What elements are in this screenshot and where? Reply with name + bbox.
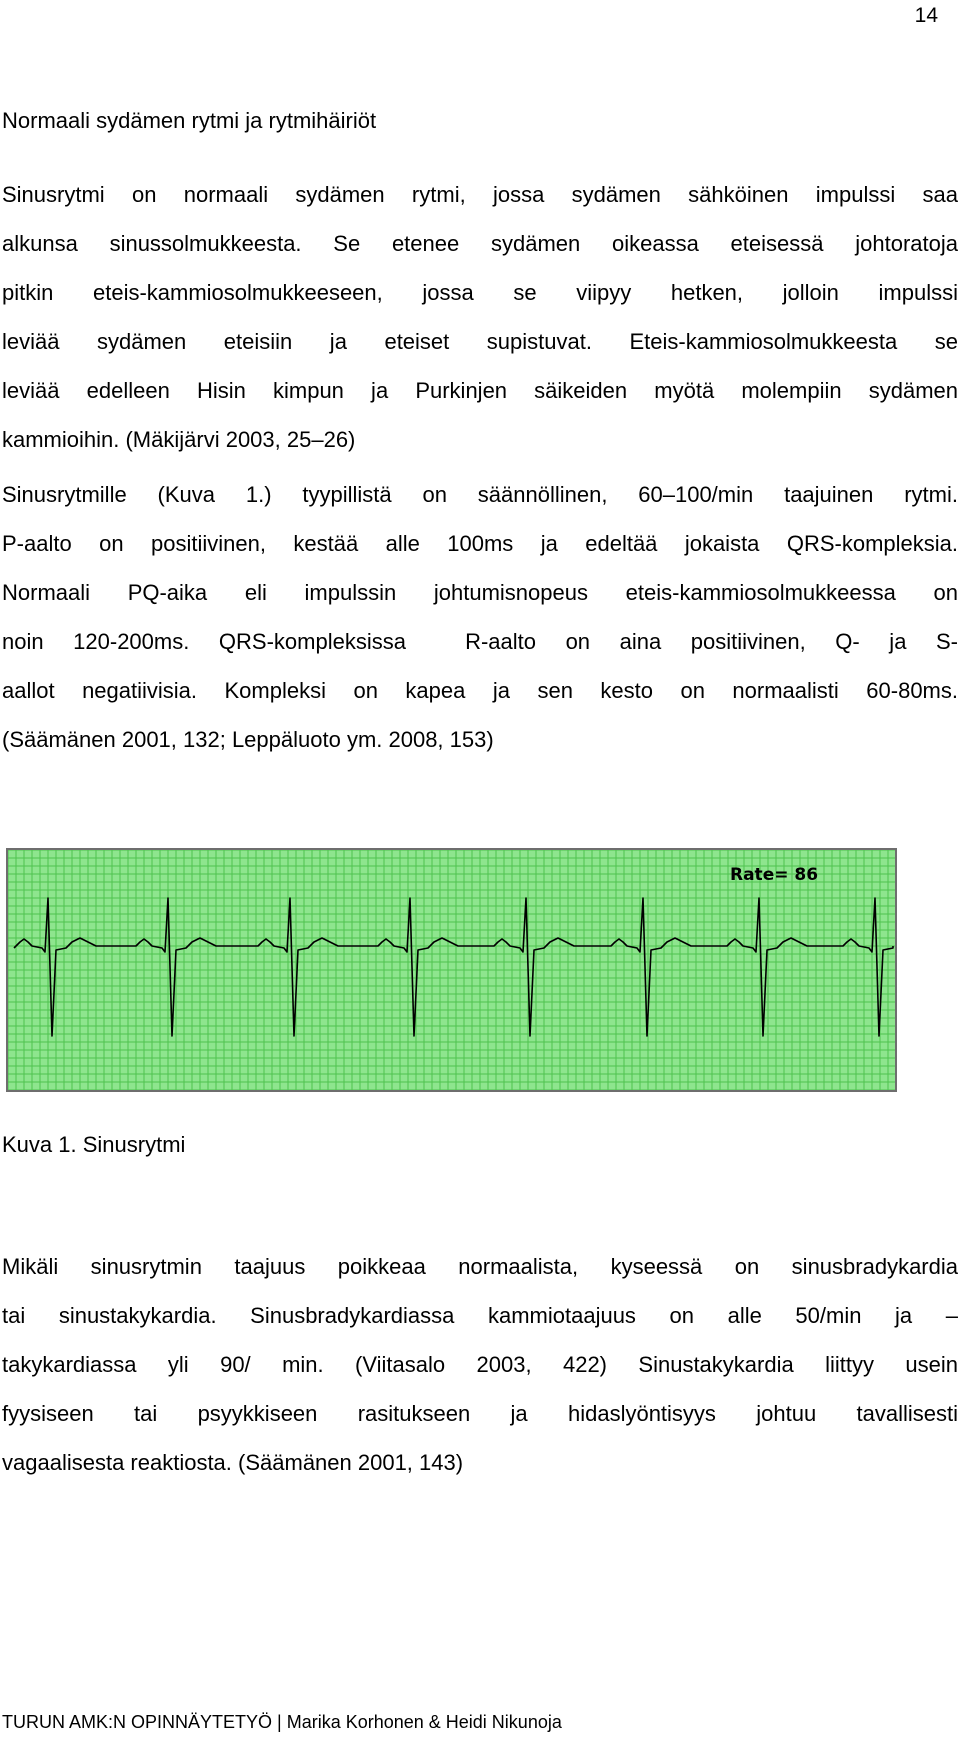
page-number: 14 — [914, 4, 938, 27]
ecg-grid — [8, 850, 895, 1090]
paragraph-line: kammioihin. (Mäkijärvi 2003, 25–26) — [2, 427, 356, 452]
page-footer: TURUN AMK:N OPINNÄYTETYÖ | Marika Korhonen & Heidi Nikunoja — [2, 1712, 562, 1732]
ecg-trace — [14, 898, 893, 1036]
paragraph-line: pitkin eteis-kammiosolmukkeeseen, jossa se viipyy hetken, jolloin impulssi — [2, 280, 958, 305]
ecg-rate-label: Rate= 86 — [730, 865, 819, 885]
paragraph-line: aallot negatiivisia. Kompleksi on kapea ja sen kesto on normaalisti 60-80ms. — [2, 678, 958, 703]
paragraph-line: alkunsa sinussolmukkeesta. Se etenee sydämen oikeassa eteisessä johtoratoja — [2, 231, 958, 256]
ecg-strip — [8, 850, 895, 1090]
paragraph-line: Mikäli sinusrytmin taajuus poikkeaa normaalista, kyseessä on sinusbradykardia — [2, 1254, 958, 1279]
paragraph-line: takykardiassa yli 90/ min. (Viitasalo 2003, 422) Sinustakykardia liittyy usein — [2, 1352, 958, 1377]
ecg-figure — [6, 848, 897, 1092]
paragraph-line: vagaalisesta reaktiosta. (Säämänen 2001, 143) — [2, 1450, 464, 1475]
paragraph-line: P-aalto on positiivinen, kestää alle 100ms ja edeltää jokaista QRS-kompleksia. — [2, 531, 958, 556]
paragraph-line: Sinusrytmi on normaali sydämen rytmi, jossa sydämen sähköinen impulssi saa — [2, 182, 958, 207]
paragraph-line: tai sinustakykardia. Sinusbradykardiassa kammiotaajuus on alle 50/min ja – — [2, 1303, 958, 1328]
paragraph-brady-tachy — [2, 1242, 958, 1487]
figure-caption: Kuva 1. Sinusrytmi — [2, 1132, 186, 1157]
paragraph-line: leviää edelleen Hisin kimpun ja Purkinjen säikeiden myötä molempiin sydämen — [2, 378, 958, 403]
paragraph-sinus-characteristics — [2, 470, 958, 764]
paragraph-line: (Säämänen 2001, 132; Leppäluoto ym. 2008, 153) — [2, 727, 494, 752]
section-heading: Normaali sydämen rytmi ja rytmihäiriöt — [2, 108, 377, 133]
paragraph-line: leviää sydämen eteisiin ja eteiset supistuvat. Eteis-kammiosolmukkeesta se — [2, 329, 958, 354]
paragraph-sinus-rhythm — [2, 170, 958, 464]
paragraph-line: Normaali PQ-aika eli impulssin johtumisnopeus eteis-kammiosolmukkeessa on — [2, 580, 958, 605]
paragraph-line: Sinusrytmille (Kuva 1.) tyypillistä on säännöllinen, 60–100/min taajuinen rytmi. — [2, 482, 958, 507]
paragraph-line: fyysiseen tai psyykkiseen rasitukseen ja hidaslyöntisyys johtuu tavallisesti — [2, 1401, 958, 1426]
paragraph-line: noin 120-200ms. QRS-kompleksissa R-aalto on aina positiivinen, Q- ja S- — [2, 629, 958, 654]
